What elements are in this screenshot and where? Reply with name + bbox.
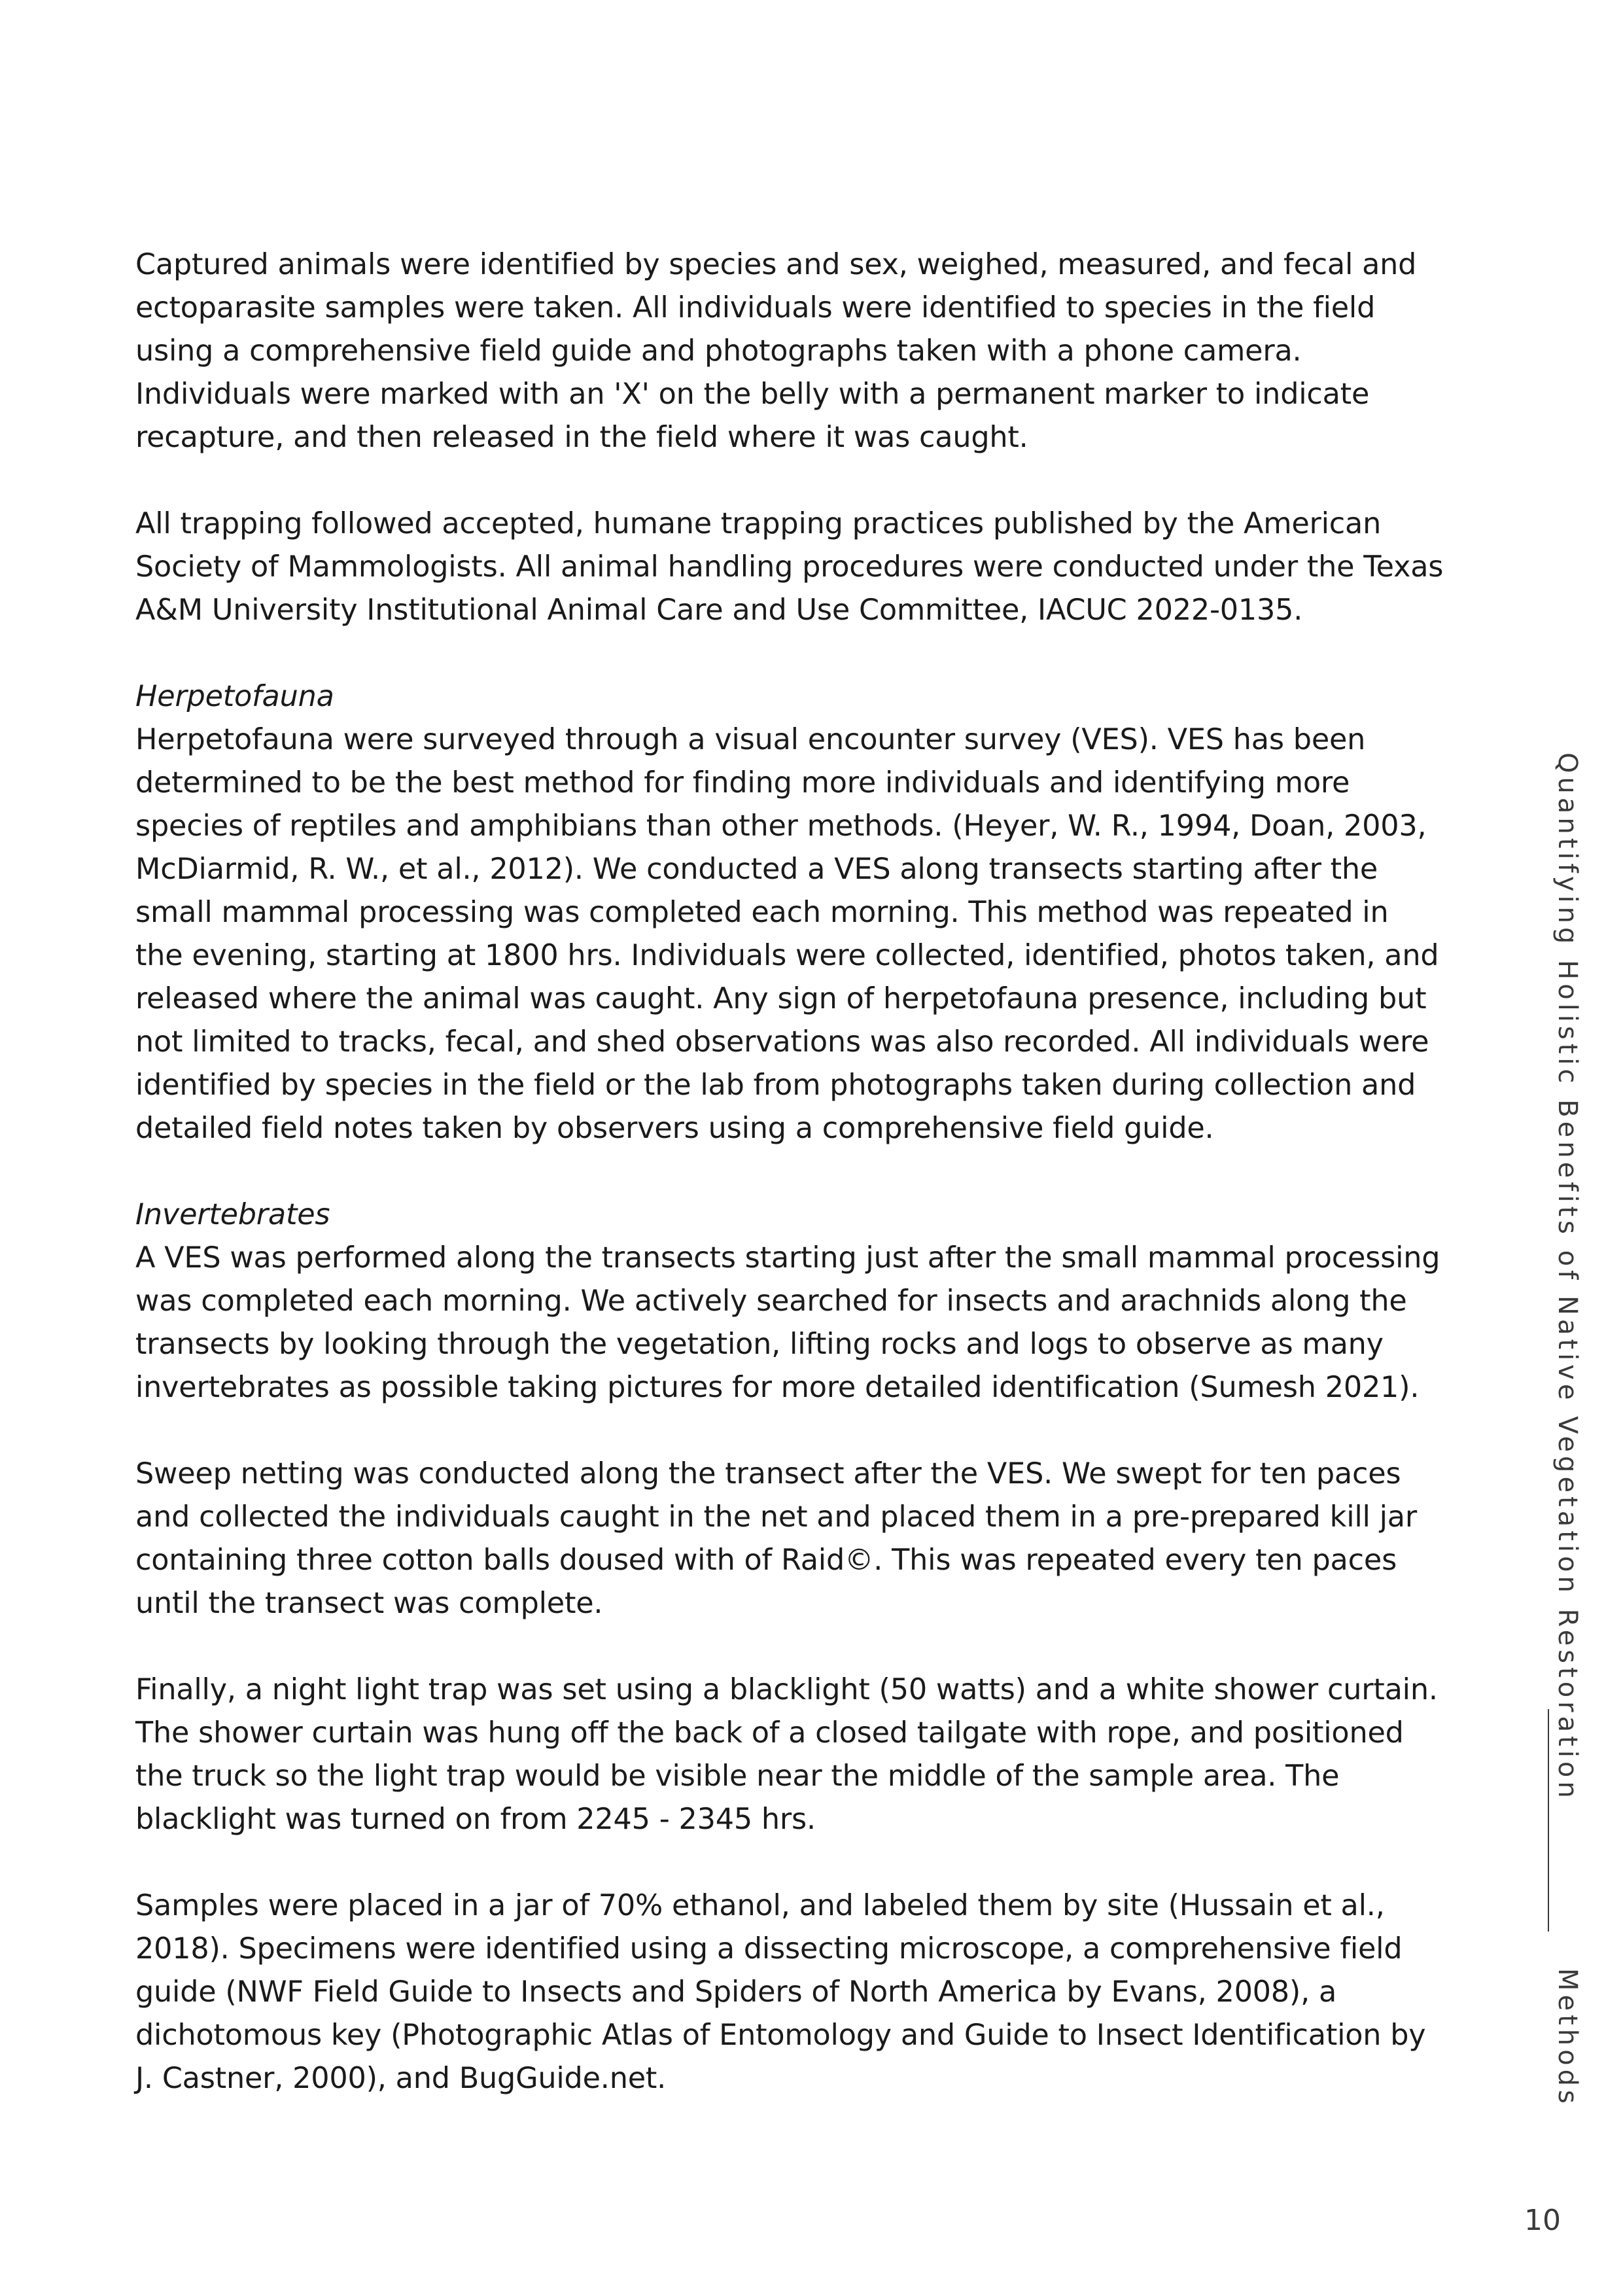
paragraph-specimen-identification: Samples were placed in a jar of 70% ethanol, and labeled them by site (Hussain et al., 2018). Specimens were identified using a dissecting microscope, a comprehensive field guide (NWF Field Guide to Insects and Spiders of North America by Evans, 2008), a dichotomous key (Photographic Atlas of Entomology and Guide to Insect Identification by J. Castner, 2000), and BugGuide.net. bbox=[135, 1889, 1426, 2095]
heading-herpetofauna: Herpetofauna bbox=[135, 680, 334, 713]
running-title: Quantifying Holistic Benefits of Native Vegetation Restoration bbox=[1552, 752, 1582, 1802]
body-text bbox=[135, 243, 1444, 2100]
paragraph-light-trap: Finally, a night light trap was set using a blacklight (50 watts) and a white shower curtain. The shower curtain was hung off the back of a closed tailgate with rope, and positioned the truck so the light trap would be visible near the middle of the sample area. The blacklight was turned on from 2245 - 2345 hrs. bbox=[135, 1673, 1438, 1836]
section-label: Methods bbox=[1552, 1968, 1582, 2108]
paragraph-sweep-netting: Sweep netting was conducted along the transect after the VES. We swept for ten paces and collected the individuals caught in the net and placed them in a pre-prepared kill jar containing three cotton balls doused with of Raid©. This was repeated every ten paces until the transect was complete. bbox=[135, 1457, 1417, 1620]
paragraph-invertebrates-ves: A VES was performed along the transects starting just after the small mammal processing was completed each morning. We actively searched for insects and arachnids along the transects by looking through the vegetation, lifting rocks and logs to observe as many invertebrates as possible taking pictures for more detailed identification (Sumesh 2021). bbox=[135, 1241, 1440, 1404]
paragraph-trapping-ethics: All trapping followed accepted, humane trapping practices published by the American Society of Mammologists. All animal handling procedures were conducted under the Texas A&M University Institutional Animal Care and Use Committee, IACUC 2022-0135. bbox=[135, 507, 1444, 627]
paragraph-capture-processing: Captured animals were identified by species and sex, weighed, measured, and fecal and ectoparasite samples were taken. All individuals were identified to species in the field using a comprehensive field guide and photographs taken with a phone camera. Individuals were marked with an 'X' on the belly with a permanent marker to indicate recapture, and then released in the field where it was caught. bbox=[135, 248, 1417, 454]
page-number: 10 bbox=[1524, 2204, 1561, 2237]
paragraph-herpetofauna: Herpetofauna were surveyed through a visual encounter survey (VES). VES has been determined to be the best method for finding more individuals and identifying more species of reptiles and amphibians than other methods. (Heyer, W. R., 1994, Doan, 2003, McDiarmid, R. W., et al., 2012). We conducted a VES along transects starting after the small mammal processing was completed each morning. This method was repeated in the evening, starting at 1800 hrs. Individuals were collected, identified, photos taken, and released where the animal was caught. Any sign of herpetofauna presence, including but not limited to tracks, fecal, and shed observations was also recorded. All individuals were identified by species in the field or the lab from photographs taken during collection and detailed field notes taken by observers using a comprehensive field guide. bbox=[135, 723, 1439, 1145]
heading-invertebrates: Invertebrates bbox=[135, 1198, 330, 1231]
sidebar-divider bbox=[1548, 1709, 1549, 1932]
